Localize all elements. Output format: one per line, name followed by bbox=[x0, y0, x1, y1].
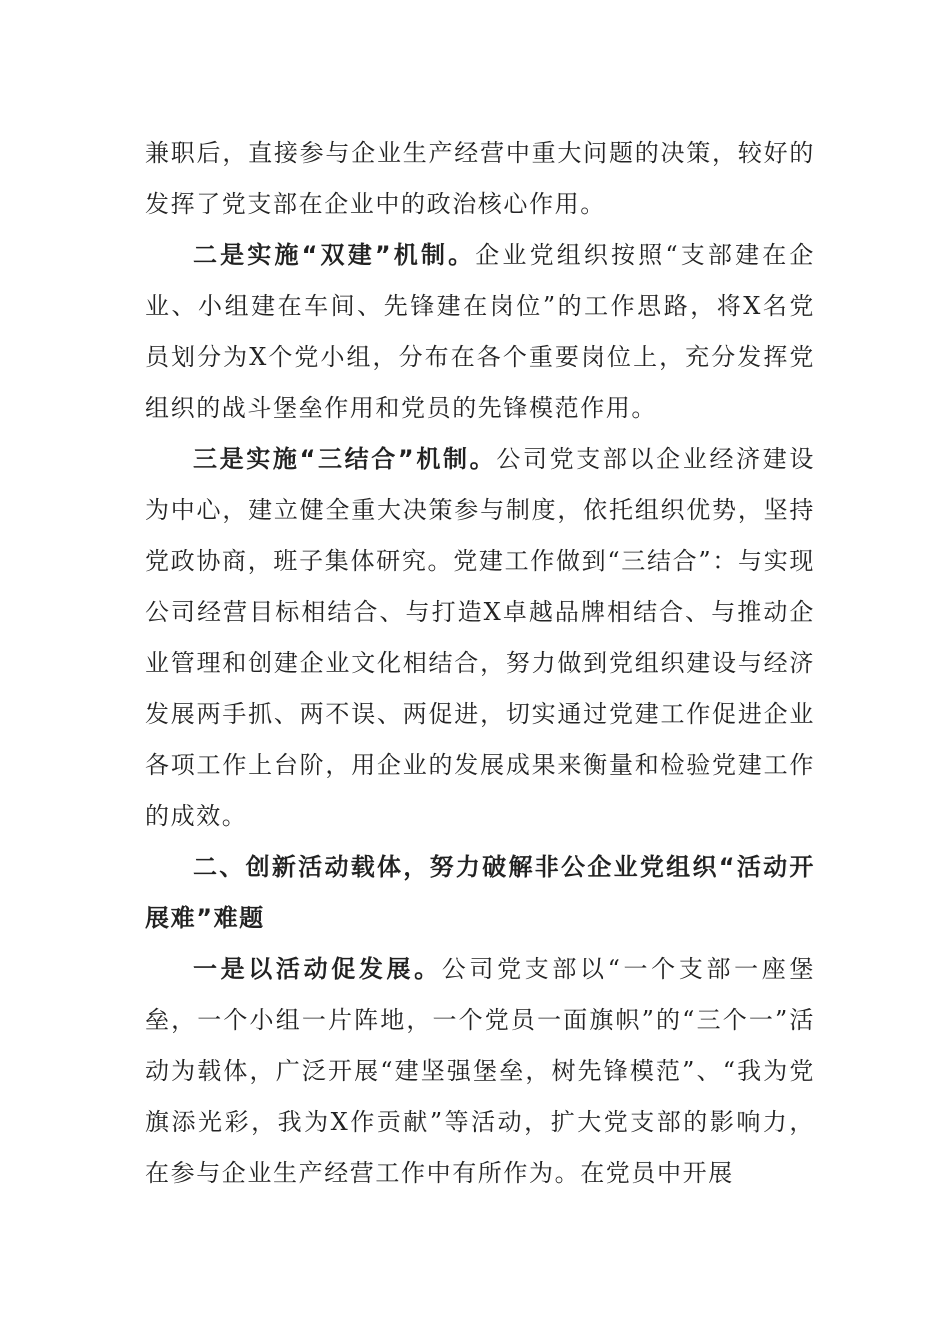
paragraph-activity-development bbox=[145, 944, 815, 1199]
paragraph-text: 公司党支部以企业经济建设为中心，建立健全重大决策参与制度，依托组织优势，坚持党政协商，班子集体研究。党建工作做到“三结合”：与实现公司经营目标相结合、与打造X卓越品牌相结合、与推动企业管理和创建企业文化相结合，努力做到党组织建设与经济发展两手抓、两不误、两促进，切实通过党建工作促进企业各项工作上台阶，用企业的发展成果来衡量和检验党建工作的成效。 bbox=[145, 445, 815, 830]
paragraph-three-combine bbox=[145, 434, 815, 842]
paragraph-lead: 一是以活动促发展。 bbox=[193, 955, 442, 983]
paragraph-text: 企业党组织按照“支部建在企业、小组建在车间、先锋建在岗位”的工作思路，将X名党员划分为X个党小组，分布在各个重要岗位上，充分发挥党组织的战斗堡垒作用和党员的先锋模范作用。 bbox=[145, 241, 815, 422]
paragraph-lead: 二是实施“双建”机制。 bbox=[193, 241, 476, 269]
paragraph-continuation bbox=[145, 128, 815, 230]
document-body bbox=[145, 128, 815, 1199]
paragraph-double-build bbox=[145, 230, 815, 434]
paragraph-lead: 三是实施“三结合”机制。 bbox=[193, 445, 497, 473]
paragraph-text: 兼职后，直接参与企业生产经营中重大问题的决策，较好的发挥了党支部在企业中的政治核心作用。 bbox=[145, 139, 815, 218]
paragraph-text: 公司党支部以“一个支部一座堡垒，一个小组一片阵地，一个党员一面旗帜”的“三个一”活动为载体，广泛开展“建坚强堡垒，树先锋模范”、“我为党旗添光彩，我为X作贡献”等活动，扩大党支部的影响力，在参与企业生产经营工作中有所作为。在党员中开展 bbox=[145, 955, 815, 1187]
section-heading bbox=[145, 842, 815, 944]
section-heading-text: 二、创新活动载体，努力破解非公企业党组织“活动开展难”难题 bbox=[145, 853, 815, 932]
